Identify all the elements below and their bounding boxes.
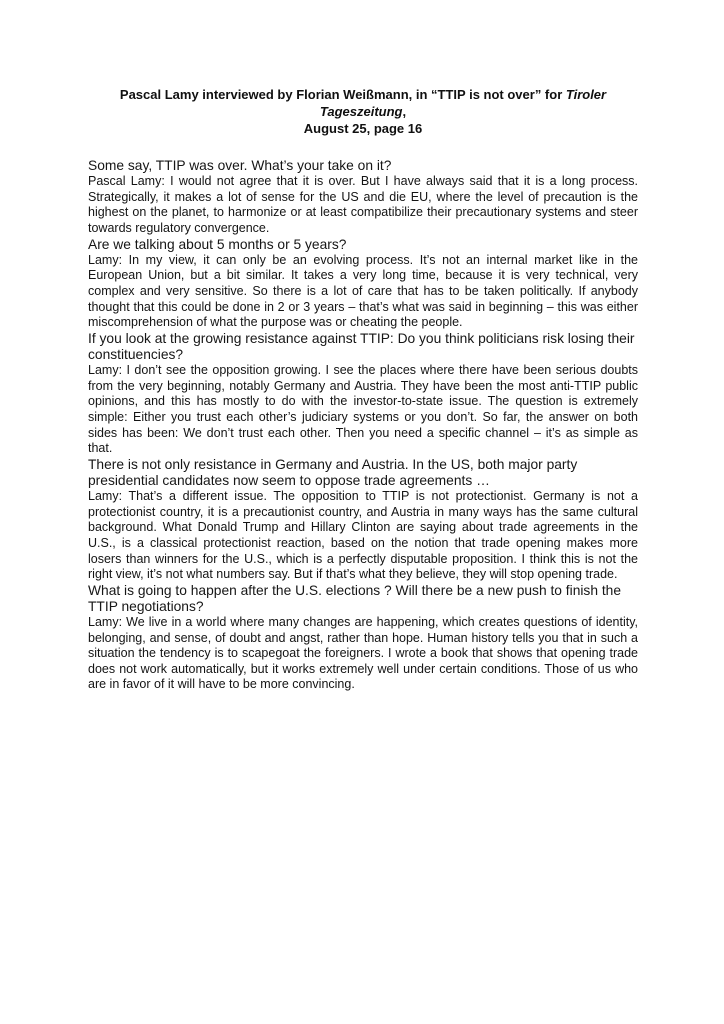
document-content	[88, 86, 638, 693]
title-text: Pascal Lamy interviewed by Florian Weißmann, in “TTIP is not over” for	[119, 87, 566, 102]
title-date-line: August 25, page 16	[303, 121, 423, 136]
question-paragraph: What is going to happen after the U.S. elections ? Will there be a new push to finish the TTIP negotiations?	[88, 582, 622, 614]
document-title	[88, 86, 638, 137]
answer-paragraph: Lamy: That’s a different issue. The opposition to TTIP is not protectionist. Germany is not a protectionist country, it is a precautionist country, and Austria in many ways has the same cultural background. What Donald Trump and Hillary Clinton are saying about trade agreements in the U.S., is a classical protectionist reaction, based on the notion that trade opening makes more losers than winners for the U.S., which is a perfectly disputable proposition. I think this is not the right view, it’s not what numbers say. But if that’s what they believe, they will stop opening trade.	[88, 489, 638, 582]
title-comma: ,	[402, 104, 407, 119]
question-paragraph: Some say, TTIP was over. What’s your take on it?	[88, 158, 392, 173]
answer-paragraph: Lamy: In my view, it can only be an evolving process. It’s not an internal market like in the European Union, but a bit similar. It takes a very long time, because it is very technical, very complex and very sensitive. So there is a lot of care that has to be taken politically. If anybody thought that this could be done in 2 or 3 years – that’s what was said in beginning – this was either miscomprehension of what the purpose was or cheating the people.	[88, 252, 638, 330]
answer-paragraph: Lamy: I don’t see the opposition growing. I see the places where there have been serious doubts from the very beginning, notably Germany and Austria. They have been the most anti-TTIP public opinions, and this has mostly to do with the investor-to-state issue. The question is extremely simple: Either you trust each other’s judiciary systems or you don’t. So far, the answer on both sides has been: We don’t trust each other. Then you need a specific channel – it’s as simple as that.	[88, 363, 638, 456]
answer-paragraph: Pascal Lamy: I would not agree that it is over. But I have always said that it is a long process. Strategically, it makes a lot of sense for the US and die EU, where the level of precaution is the highest on the planet, to harmonize or at least compatibilize their precautionary systems and steer towards regulatory convergence.	[88, 174, 638, 235]
question-paragraph: Are we talking about 5 months or 5 years?	[88, 236, 347, 252]
answer-paragraph: Lamy: We live in a world where many changes are happening, which creates questions of identity, belonging, and sense, of doubt and angst, rather than hope. Human history tells you that in such a situation the tendency is to scapegoat the foreigners. I wrote a book that shows that opening trade does not work automatically, but it works extremely well under certain conditions. Those of us who are in favor of it will have to be more convincing.	[88, 615, 638, 692]
question-paragraph: There is not only resistance in Germany and Austria. In the US, both major party presidential candidates now seem to oppose trade agreements …	[88, 456, 578, 488]
publication-name: Tiroler Tageszeitung	[319, 87, 607, 119]
question-paragraph: If you look at the growing resistance against TTIP: Do you think politicians risk losing their constituencies?	[88, 330, 635, 362]
